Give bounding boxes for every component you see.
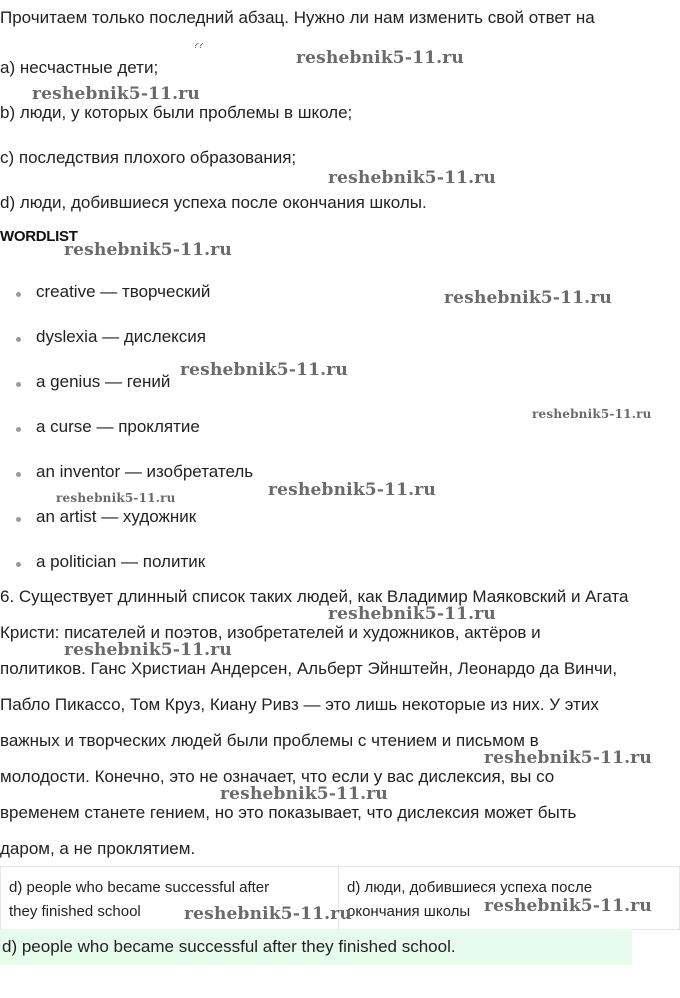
watermark: reshebnik5-11.ru bbox=[268, 480, 436, 500]
cell-line: d) люди, добившиеся успеха после bbox=[347, 879, 593, 896]
paragraph-line: даром, а не проклятием. bbox=[0, 839, 196, 858]
smudge-mark: ?? bbox=[193, 43, 204, 48]
paragraph-line: Кристи: писателей и поэтов, изобретателей и художников, актёров и bbox=[0, 623, 541, 642]
watermark: reshebnik5-11.ru bbox=[444, 288, 612, 308]
wordlist-title: WORDLIST bbox=[0, 228, 78, 245]
paragraph-line: важных и творческих людей были проблемы с чтением и письмом в bbox=[0, 731, 539, 750]
watermark: reshebnik5-11.ru bbox=[180, 360, 348, 380]
watermark: reshebnik5-11.ru bbox=[328, 168, 496, 188]
watermark: reshebnik5-11.ru bbox=[220, 784, 388, 804]
paragraph-line: молодости. Конечно, это не означает, что если у вас дислексия, вы со bbox=[0, 767, 555, 786]
wordlist-item-label: an inventor — изобретатель bbox=[36, 462, 254, 481]
wordlist-item-label: a politician — политик bbox=[36, 552, 206, 571]
wordlist-item-label: a curse — проклятие bbox=[36, 417, 200, 436]
watermark: reshebnik5-11.ru bbox=[484, 748, 652, 768]
wordlist-item-label: an artist — художник bbox=[36, 507, 197, 526]
cell-line: they finished school bbox=[9, 903, 141, 920]
wordlist-item-label: dyslexia — дислексия bbox=[36, 327, 206, 346]
bullet-icon bbox=[16, 337, 21, 342]
answer-highlight: d) people who became successful after they finished school. bbox=[0, 929, 632, 965]
bullet-icon bbox=[16, 382, 21, 387]
paragraph-line: Пабло Пикассо, Том Круз, Киану Ривз — это лишь некоторые из них. У этих bbox=[0, 695, 599, 714]
bullet-icon bbox=[16, 427, 21, 432]
paragraph-line: политиков. Ганс Христиан Андерсен, Альберт Эйнштейн, Леонардо да Винчи, bbox=[0, 659, 618, 678]
option-d: d) люди, добившиеся успеха после окончания школы. bbox=[0, 193, 427, 212]
watermark: reshebnik5-11.ru bbox=[484, 896, 652, 916]
paragraph-line: временем станете гением, но это показывает, что дислексия может быть bbox=[0, 803, 577, 822]
watermark: reshebnik5-11.ru bbox=[64, 240, 232, 260]
bullet-icon bbox=[16, 472, 21, 477]
cell-line: d) people who became successful after bbox=[9, 879, 270, 896]
watermark: reshebnik5-11.ru bbox=[296, 48, 464, 68]
intro-text: Прочитаем только последний абзац. Нужно ли нам изменить свой ответ на bbox=[0, 8, 595, 27]
wordlist-item-label: a genius — гений bbox=[36, 372, 171, 391]
bullet-icon bbox=[16, 517, 21, 522]
option-b: b) люди, у которых были проблемы в школе; bbox=[0, 103, 353, 122]
option-c: c) последствия плохого образования; bbox=[0, 148, 297, 167]
watermark: reshebnik5-11.ru bbox=[532, 407, 652, 421]
paragraph-line: 6. Существует длинный список таких людей, как Владимир Маяковский и Агата bbox=[0, 587, 629, 606]
wordlist-item-label: creative — творческий bbox=[36, 282, 211, 301]
watermark: reshebnik5-11.ru bbox=[328, 604, 496, 624]
bullet-icon bbox=[16, 292, 21, 297]
bullet-icon bbox=[16, 562, 21, 567]
watermark: reshebnik5-11.ru bbox=[56, 491, 176, 505]
watermark: reshebnik5-11.ru bbox=[64, 640, 232, 660]
option-a: a) несчастные дети; bbox=[0, 58, 159, 77]
watermark: reshebnik5-11.ru bbox=[32, 84, 200, 104]
watermark: reshebnik5-11.ru bbox=[184, 904, 352, 924]
cell-line: окончания школы bbox=[347, 903, 471, 920]
